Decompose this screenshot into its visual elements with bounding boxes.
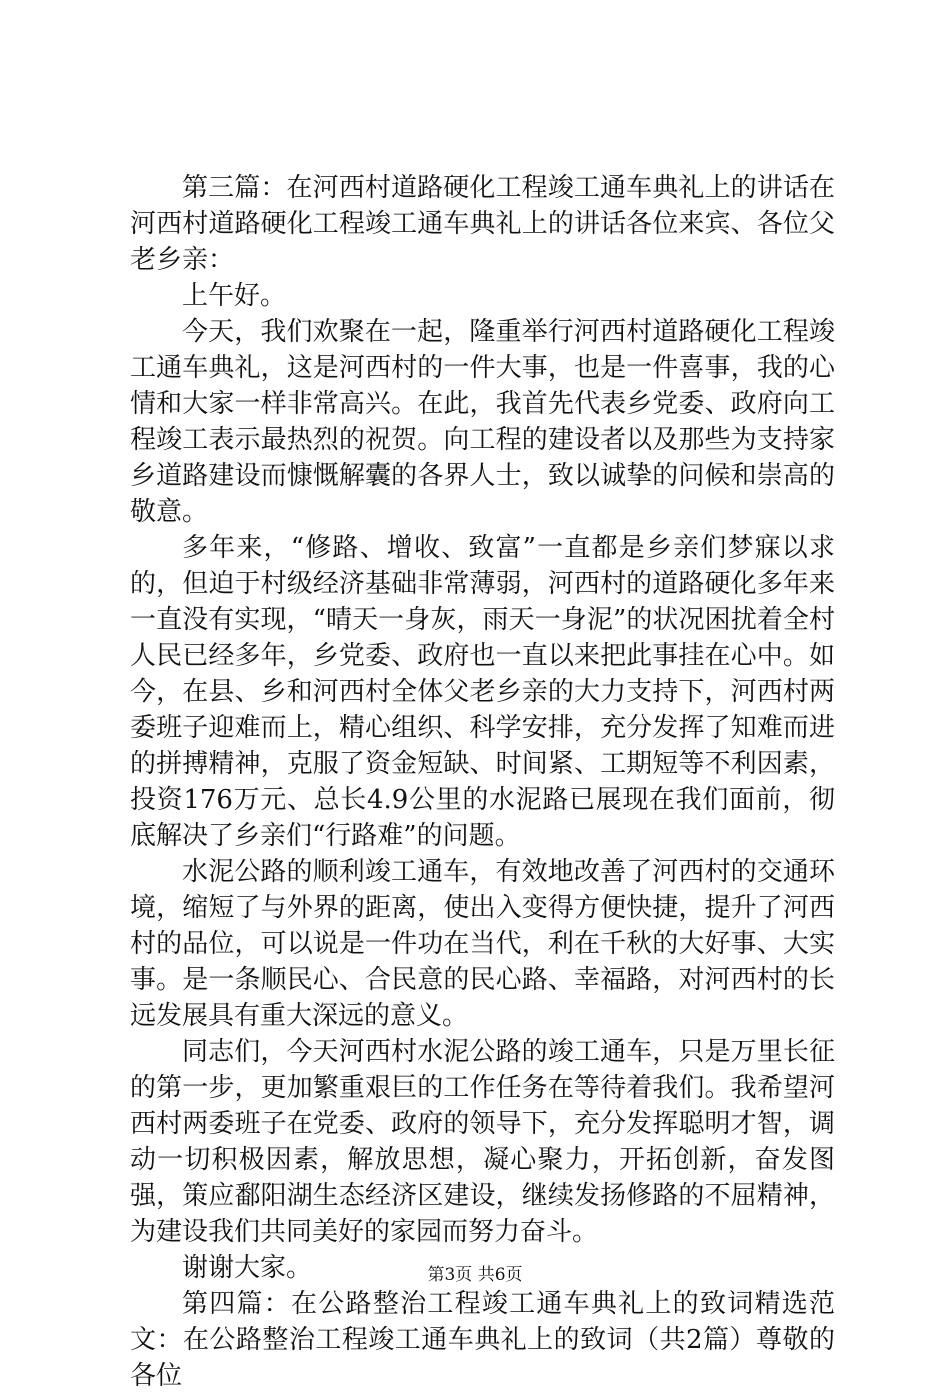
paragraph: 同志们，今天河西村水泥公路的竣工通车，只是万里长征的第一步，更加繁重艰巨的工作任务在等待着我们。我希望河西村两委班子在党委、政府的领导下，充分发挥聪明才智，调动一切积极因素，解放思想，凝心聚力，开拓创新，奋发图强，策应鄱阳湖生态经济区建设，继续发扬修路的不屈精神，为建设我们共同美好的家园而努力奋斗。: [130, 1037, 835, 1247]
paragraph-heading-4: 第四篇：在公路整治工程竣工通车典礼上的致词精选范文：在公路整治工程竣工通车典礼上的致词（共2篇）尊敬的各位: [130, 1289, 835, 1391]
paragraph: 水泥公路的顺利竣工通车，有效地改善了河西村的交通环境，缩短了与外界的距离，使出入变得方便快捷，提升了河西村的品位，可以说是一件功在当代，利在千秋的大好事、大实事。是一条顺民心、合民意的民心路、幸福路，对河西村的长远发展具有重大深远的意义。: [130, 857, 835, 1031]
paragraph-closing: 谢谢大家。: [182, 1253, 313, 1283]
paragraph: 今天，我们欢聚在一起，隆重举行河西村道路硬化工程竣工通车典礼，这是河西村的一件大事，也是一件喜事，我的心情和大家一样非常高兴。在此，我首先代表乡党委、政府向工程竣工表示最热烈的祝贺。向工程的建设者以及那些为支持家乡道路建设而慷慨解囊的各界人士，致以诚挚的问候和崇高的敬意。: [130, 317, 835, 527]
paragraph-greeting: 上午好。: [182, 281, 287, 311]
page-number-footer: 第3页 共6页: [427, 1265, 523, 1285]
paragraph-heading-3: 第三篇：在河西村道路硬化工程竣工通车典礼上的讲话在河西村道路硬化工程竣工通车典礼上的讲话各位来宾、各位父老乡亲：: [130, 173, 835, 275]
document-body: [130, 170, 835, 1394]
paragraph: 多年来，“修路、增收、致富”一直都是乡亲们梦寐以求的，但迫于村级经济基础非常薄弱，河西村的道路硬化多年来一直没有实现，“晴天一身灰，雨天一身泥”的状况困扰着全村人民已经多年，乡党委、政府也一直以来把此事挂在心中。如今，在县、乡和河西村全体父老乡亲的大力支持下，河西村两委班子迎难而上，精心组织、科学安排，充分发挥了知难而进的拼搏精神，克服了资金短缺、时间紧、工期短等不利因素，投资176万元、总长4.9公里的水泥路已展现在我们面前，彻底解决了乡亲们“行路难”的问题。: [130, 533, 835, 851]
